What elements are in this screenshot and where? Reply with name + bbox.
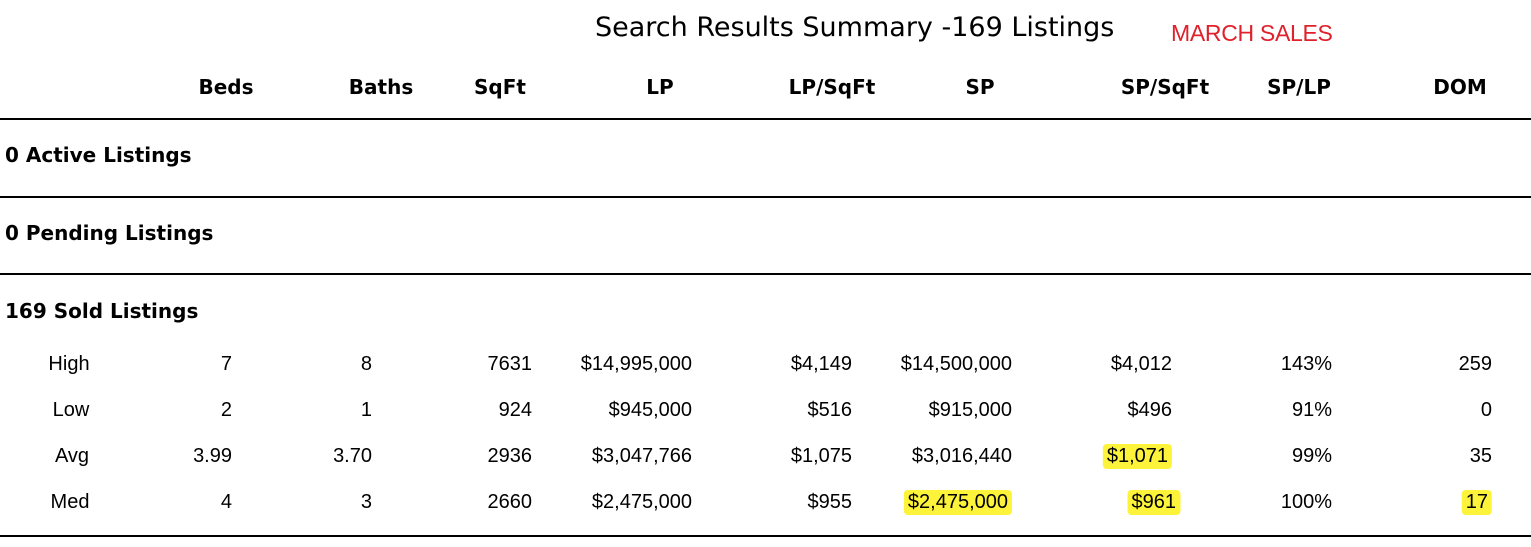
cell-sp-highlighted: $2,475,000 xyxy=(904,490,1012,515)
divider xyxy=(0,118,1531,120)
cell-lp-sqft: $4,149 xyxy=(790,353,852,375)
cell-sp-sqft: $496 xyxy=(1127,399,1172,421)
col-header-sp: SP xyxy=(965,75,995,99)
row-label: Avg xyxy=(54,445,90,467)
cell-baths: 8 xyxy=(360,353,372,375)
section-sold: 169 Sold Listings xyxy=(5,299,199,323)
cell-dom: 0 xyxy=(1480,399,1492,421)
cell-sqft: 7631 xyxy=(487,353,532,375)
cell-sp-lp: 143% xyxy=(1280,353,1332,375)
cell-sp-sqft-highlighted: $1,071 xyxy=(1103,444,1172,469)
cell-sp-lp: 100% xyxy=(1280,491,1332,513)
cell-beds: 2 xyxy=(220,399,232,421)
col-header-lp-sqft: LP/SqFt xyxy=(788,75,876,99)
section-pending: 0 Pending Listings xyxy=(5,221,214,245)
row-label: Med xyxy=(50,491,90,513)
cell-sqft: 2936 xyxy=(487,445,532,467)
cell-sqft: 2660 xyxy=(487,491,532,513)
col-header-lp: LP xyxy=(646,75,674,99)
cell-lp-sqft: $1,075 xyxy=(790,445,852,467)
divider xyxy=(0,535,1531,537)
cell-sp-sqft: $4,012 xyxy=(1110,353,1172,375)
col-header-sqft: SqFt xyxy=(474,75,526,99)
col-header-sp-lp: SP/LP xyxy=(1267,75,1331,99)
cell-baths: 3 xyxy=(360,491,372,513)
cell-beds: 3.99 xyxy=(193,445,232,467)
cell-sp-lp: 99% xyxy=(1291,445,1332,467)
col-header-baths: Baths xyxy=(348,75,414,99)
cell-dom: 35 xyxy=(1469,445,1492,467)
cell-sp: $3,016,440 xyxy=(911,445,1012,467)
march-sales-stamp: MARCH SALES xyxy=(1171,20,1333,46)
divider xyxy=(0,273,1531,275)
cell-baths: 3.70 xyxy=(333,445,372,467)
row-label: Low xyxy=(52,399,90,421)
row-label: High xyxy=(48,353,90,375)
cell-lp: $2,475,000 xyxy=(591,491,692,513)
cell-lp: $14,995,000 xyxy=(580,353,692,375)
cell-dom: 259 xyxy=(1458,353,1492,375)
cell-sp: $915,000 xyxy=(928,399,1012,421)
cell-lp-sqft: $516 xyxy=(807,399,852,421)
cell-beds: 4 xyxy=(220,491,232,513)
col-header-dom: DOM xyxy=(1433,75,1487,99)
cell-lp-sqft: $955 xyxy=(807,491,852,513)
cell-sqft: 924 xyxy=(498,399,532,421)
col-header-sp-sqft: SP/SqFt xyxy=(1120,75,1210,99)
cell-dom-highlighted: 17 xyxy=(1462,490,1492,515)
section-active: 0 Active Listings xyxy=(5,143,192,167)
cell-lp: $945,000 xyxy=(608,399,692,421)
cell-sp-sqft-highlighted: $961 xyxy=(1128,490,1181,515)
cell-baths: 1 xyxy=(360,399,372,421)
cell-lp: $3,047,766 xyxy=(591,445,692,467)
divider xyxy=(0,196,1531,198)
col-header-beds: Beds xyxy=(198,75,254,99)
cell-beds: 7 xyxy=(220,353,232,375)
page-title: Search Results Summary -169 Listings xyxy=(595,12,1115,43)
cell-sp: $14,500,000 xyxy=(900,353,1012,375)
cell-sp-lp: 91% xyxy=(1291,399,1332,421)
